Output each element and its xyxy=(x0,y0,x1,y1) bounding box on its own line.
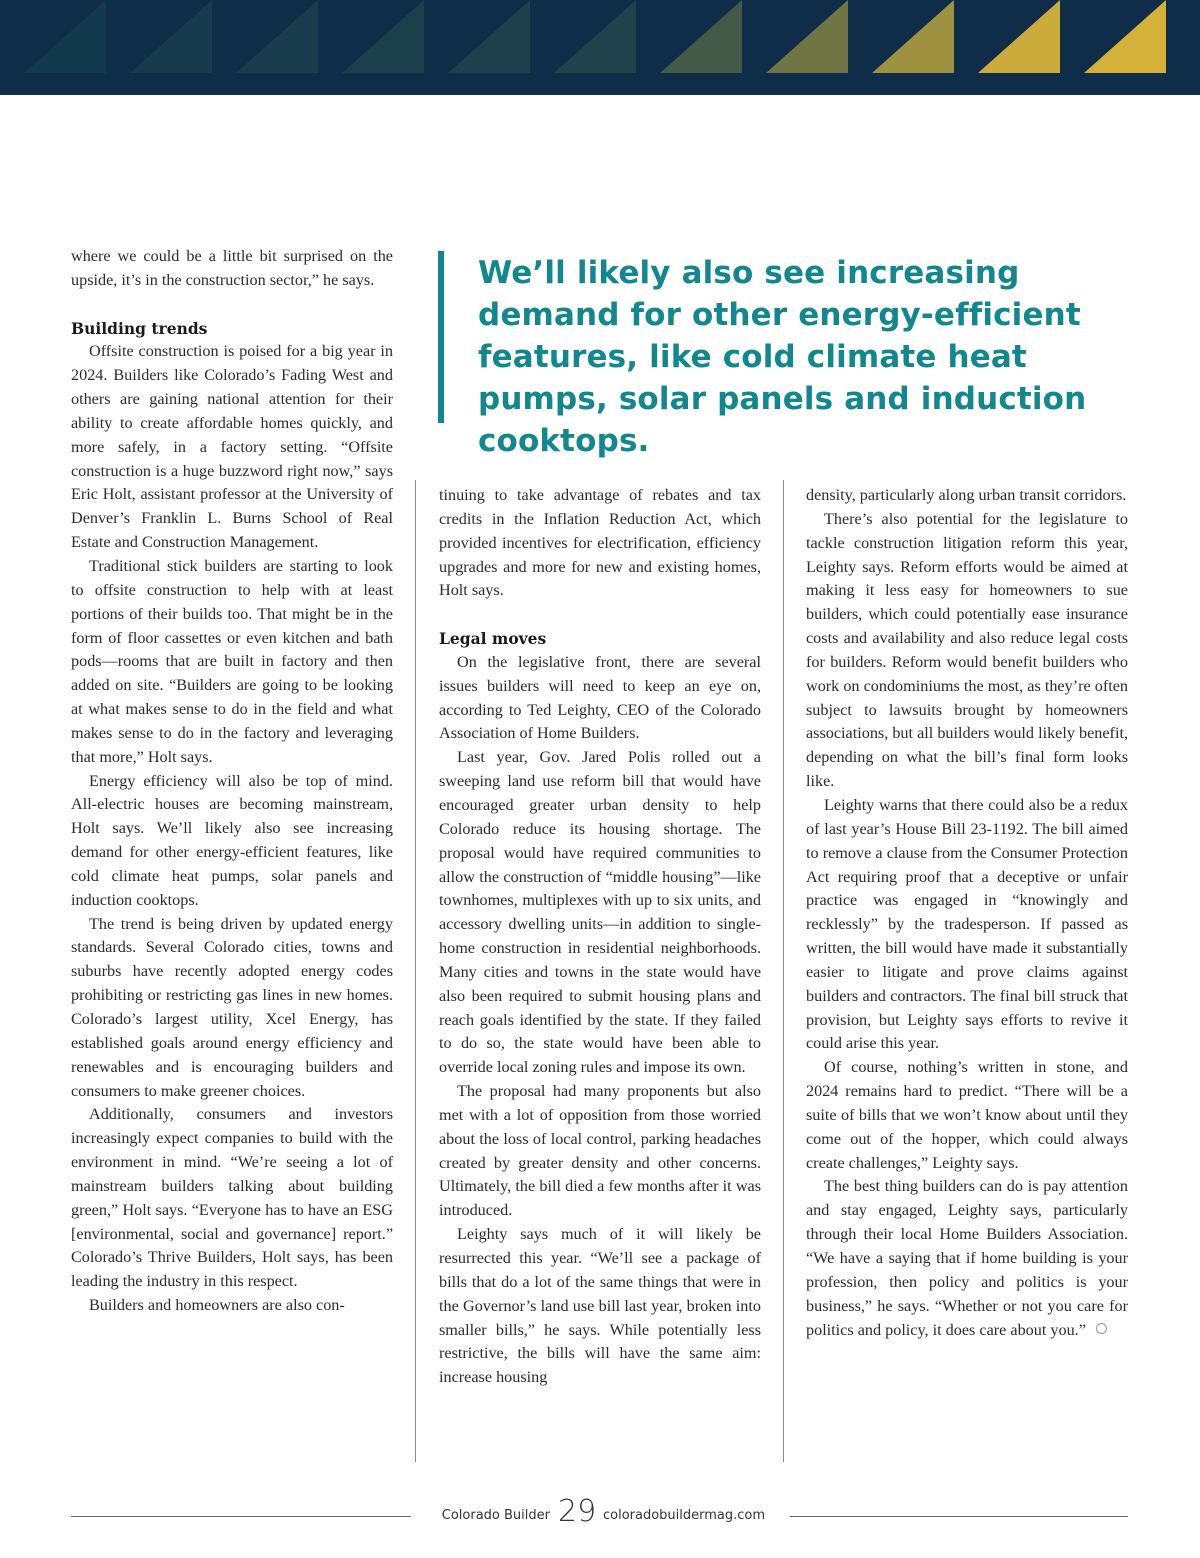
banner-triangle xyxy=(660,0,742,73)
banner-triangle xyxy=(342,0,424,73)
pullquote-bar xyxy=(438,251,444,423)
paragraph: Traditional stick builders are starting to look to offsite construction to help with at least portions of their builds too. That might be in the form of floor cassettes or even kitchen and bath pods—rooms that are built in factory and then added on site. “Builders are going to be looking at what makes sense to do in the field and what makes sense to do in the factory and leveraging that more,” Holt says. xyxy=(71,556,393,766)
spacer xyxy=(439,603,761,627)
paragraph: Of course, nothing’s written in stone, and 2024 remains hard to predict. “There will be a suite of bills that we won’t know about until they come out of the hopper, which could always create challenges,” Leighty says. xyxy=(806,1058,1128,1172)
column-2 xyxy=(439,484,761,1390)
paragraph: Leighty warns that there could also be a redux of last year’s House Bill 23-1192. The bill aimed to remove a clause from the Consumer Protection Act requiring proof that a deceptive or unfair practice was engaged in “knowingly and recklessly” by the tradesperson. If passed as written, the bill would have made it substantially easier to litigate and prove claims against builders and contractors. The final bill struck that provision, but Leighty says efforts to revive it could arise this year. xyxy=(806,795,1128,1053)
page-footer xyxy=(0,1494,1200,1534)
magazine-name: Colorado Builder xyxy=(441,1508,550,1523)
column-rule xyxy=(783,480,784,1462)
paragraph: On the legislative front, there are several issues builders will need to keep an eye on, according to Ted Leighty, CEO of the Colorado Association of Home Builders. xyxy=(439,652,761,743)
page-number: 29 xyxy=(558,1494,597,1529)
header-banner xyxy=(0,0,1200,95)
banner-triangle xyxy=(978,0,1060,73)
website-url: coloradobuildermag.com xyxy=(603,1508,766,1523)
banner-triangle xyxy=(766,0,848,73)
paragraph: tinuing to take advantage of rebates and tax credits in the Inflation Reduction Act, which provided incentives for electrification, efficiency upgrades and more for new and existing homes, Holt says. xyxy=(439,486,761,600)
paragraph: There’s also potential for the legislature to tackle construction litigation reform this year, Leighty says. Reform efforts would be aimed at making it less easy for homeowners to sue builders, which could potentially ease insurance costs and availability and also reduce legal costs for builders. Reform would benefit builders who work on condominiums the most, as they’re often subject to lawsuits brought by homeowners associations, but all builders would likely benefit, depending on what the bill’s final form looks like. xyxy=(806,509,1128,791)
paragraph: The trend is being driven by updated energy standards. Several Colorado cities, towns and suburbs have recently adopted energy codes prohibiting or restricting gas lines in new homes. Colorado’s largest utility, Xcel Energy, has established goals around energy efficiency and renewables and is encouraging builders and consumers to make greener choices. xyxy=(71,914,393,1100)
paragraph: The proposal had many proponents but also met with a lot of opposition from those worried about the loss of local control, parking headaches created by greater density and other concerns. Ultimately, the bill died a few months after it was introduced. xyxy=(439,1082,761,1220)
banner-triangle xyxy=(448,0,530,73)
triangle-pattern xyxy=(0,0,1200,95)
paragraph: Last year, Gov. Jared Polis rolled out a sweeping land use reform bill that would have encouraged greater urban density to help Colorado reduce its housing shortage. The proposal would have required communities to allow the construction of “middle housing”—like townhomes, multiplexes with up to six units, and accessory dwelling units—in addition to single-home construction in residential neighborhoods. Many cities and towns in the state would have also been required to submit housing plans and reach goals identified by the state. If they failed to do so, the state would have been able to override local zoning rules and impose its own. xyxy=(439,748,761,1077)
paragraph: Energy efficiency will also be top of mind. All-electric houses are becoming mainstream, Holt says. We’ll likely also see increasing demand for other energy-efficient features, like cold climate heat pumps, solar panels and induction cooktops. xyxy=(71,771,393,909)
column-1 xyxy=(71,245,393,1318)
spacer xyxy=(71,293,393,317)
banner-triangle xyxy=(236,0,318,73)
section-heading-legal-moves: Legal moves xyxy=(439,629,547,649)
paragraph: where we could be a little bit surprised on the upside, it’s in the construction sector,” he says. xyxy=(71,247,393,289)
column-3 xyxy=(806,484,1128,1342)
paragraph: Additionally, consumers and investors increasingly expect companies to build with the environment in mind. “We’re seeing a lot of mainstream builders talking about building green,” Holt says. “Everyone has to have an ESG [environmental, social and governance] report.” Colorado’s Thrive Builders, Holt says, has been leading the industry in this respect. xyxy=(71,1105,393,1291)
banner-triangle xyxy=(1084,0,1166,73)
banner-triangle xyxy=(554,0,636,73)
pullquote: We’ll likely also see increasing demand for other energy-efficient features, like cold climate heat pumps, solar panels and induction cooktops. xyxy=(478,255,1087,459)
banner-triangle xyxy=(130,0,212,73)
paragraph: Leighty says much of it will likely be resurrected this year. “We’ll see a package of bills that do a lot of the same things that were in the Governor’s land use bill last year, broken into smaller bills,” he says. While potentially less restrictive, the bills will have the same aim: increase housing xyxy=(439,1225,761,1387)
end-of-article-icon xyxy=(1096,1323,1107,1334)
paragraph: Builders and homeowners are also con- xyxy=(89,1296,345,1315)
last-paragraph xyxy=(806,1175,1128,1342)
paragraph-text: The best thing builders can do is pay attention and stay engaged, Leighty says, particularly through their local Home Builders Association. “We have a saying that if home building is your profession, then policy and politics is your business,” he says. “Whether or not you care for politics and policy, it does care about you.” xyxy=(806,1177,1128,1339)
paragraph: Offsite construction is poised for a big year in 2024. Builders like Colorado’s Fading West and others are gaining national attention for their ability to create affordable homes quickly, and more safely, in a factory setting. “Offsite construction is a huge buzzword right now,” says Eric Holt, assistant professor at the University of Denver’s Franklin L. Burns School of Real Estate and Construction Management. xyxy=(71,342,393,552)
section-heading-building-trends: Building trends xyxy=(71,318,208,338)
banner-triangle xyxy=(24,0,106,73)
paragraph: density, particularly along urban transit corridors. xyxy=(806,486,1127,504)
banner-triangle xyxy=(872,0,954,73)
column-rule xyxy=(415,480,416,1462)
